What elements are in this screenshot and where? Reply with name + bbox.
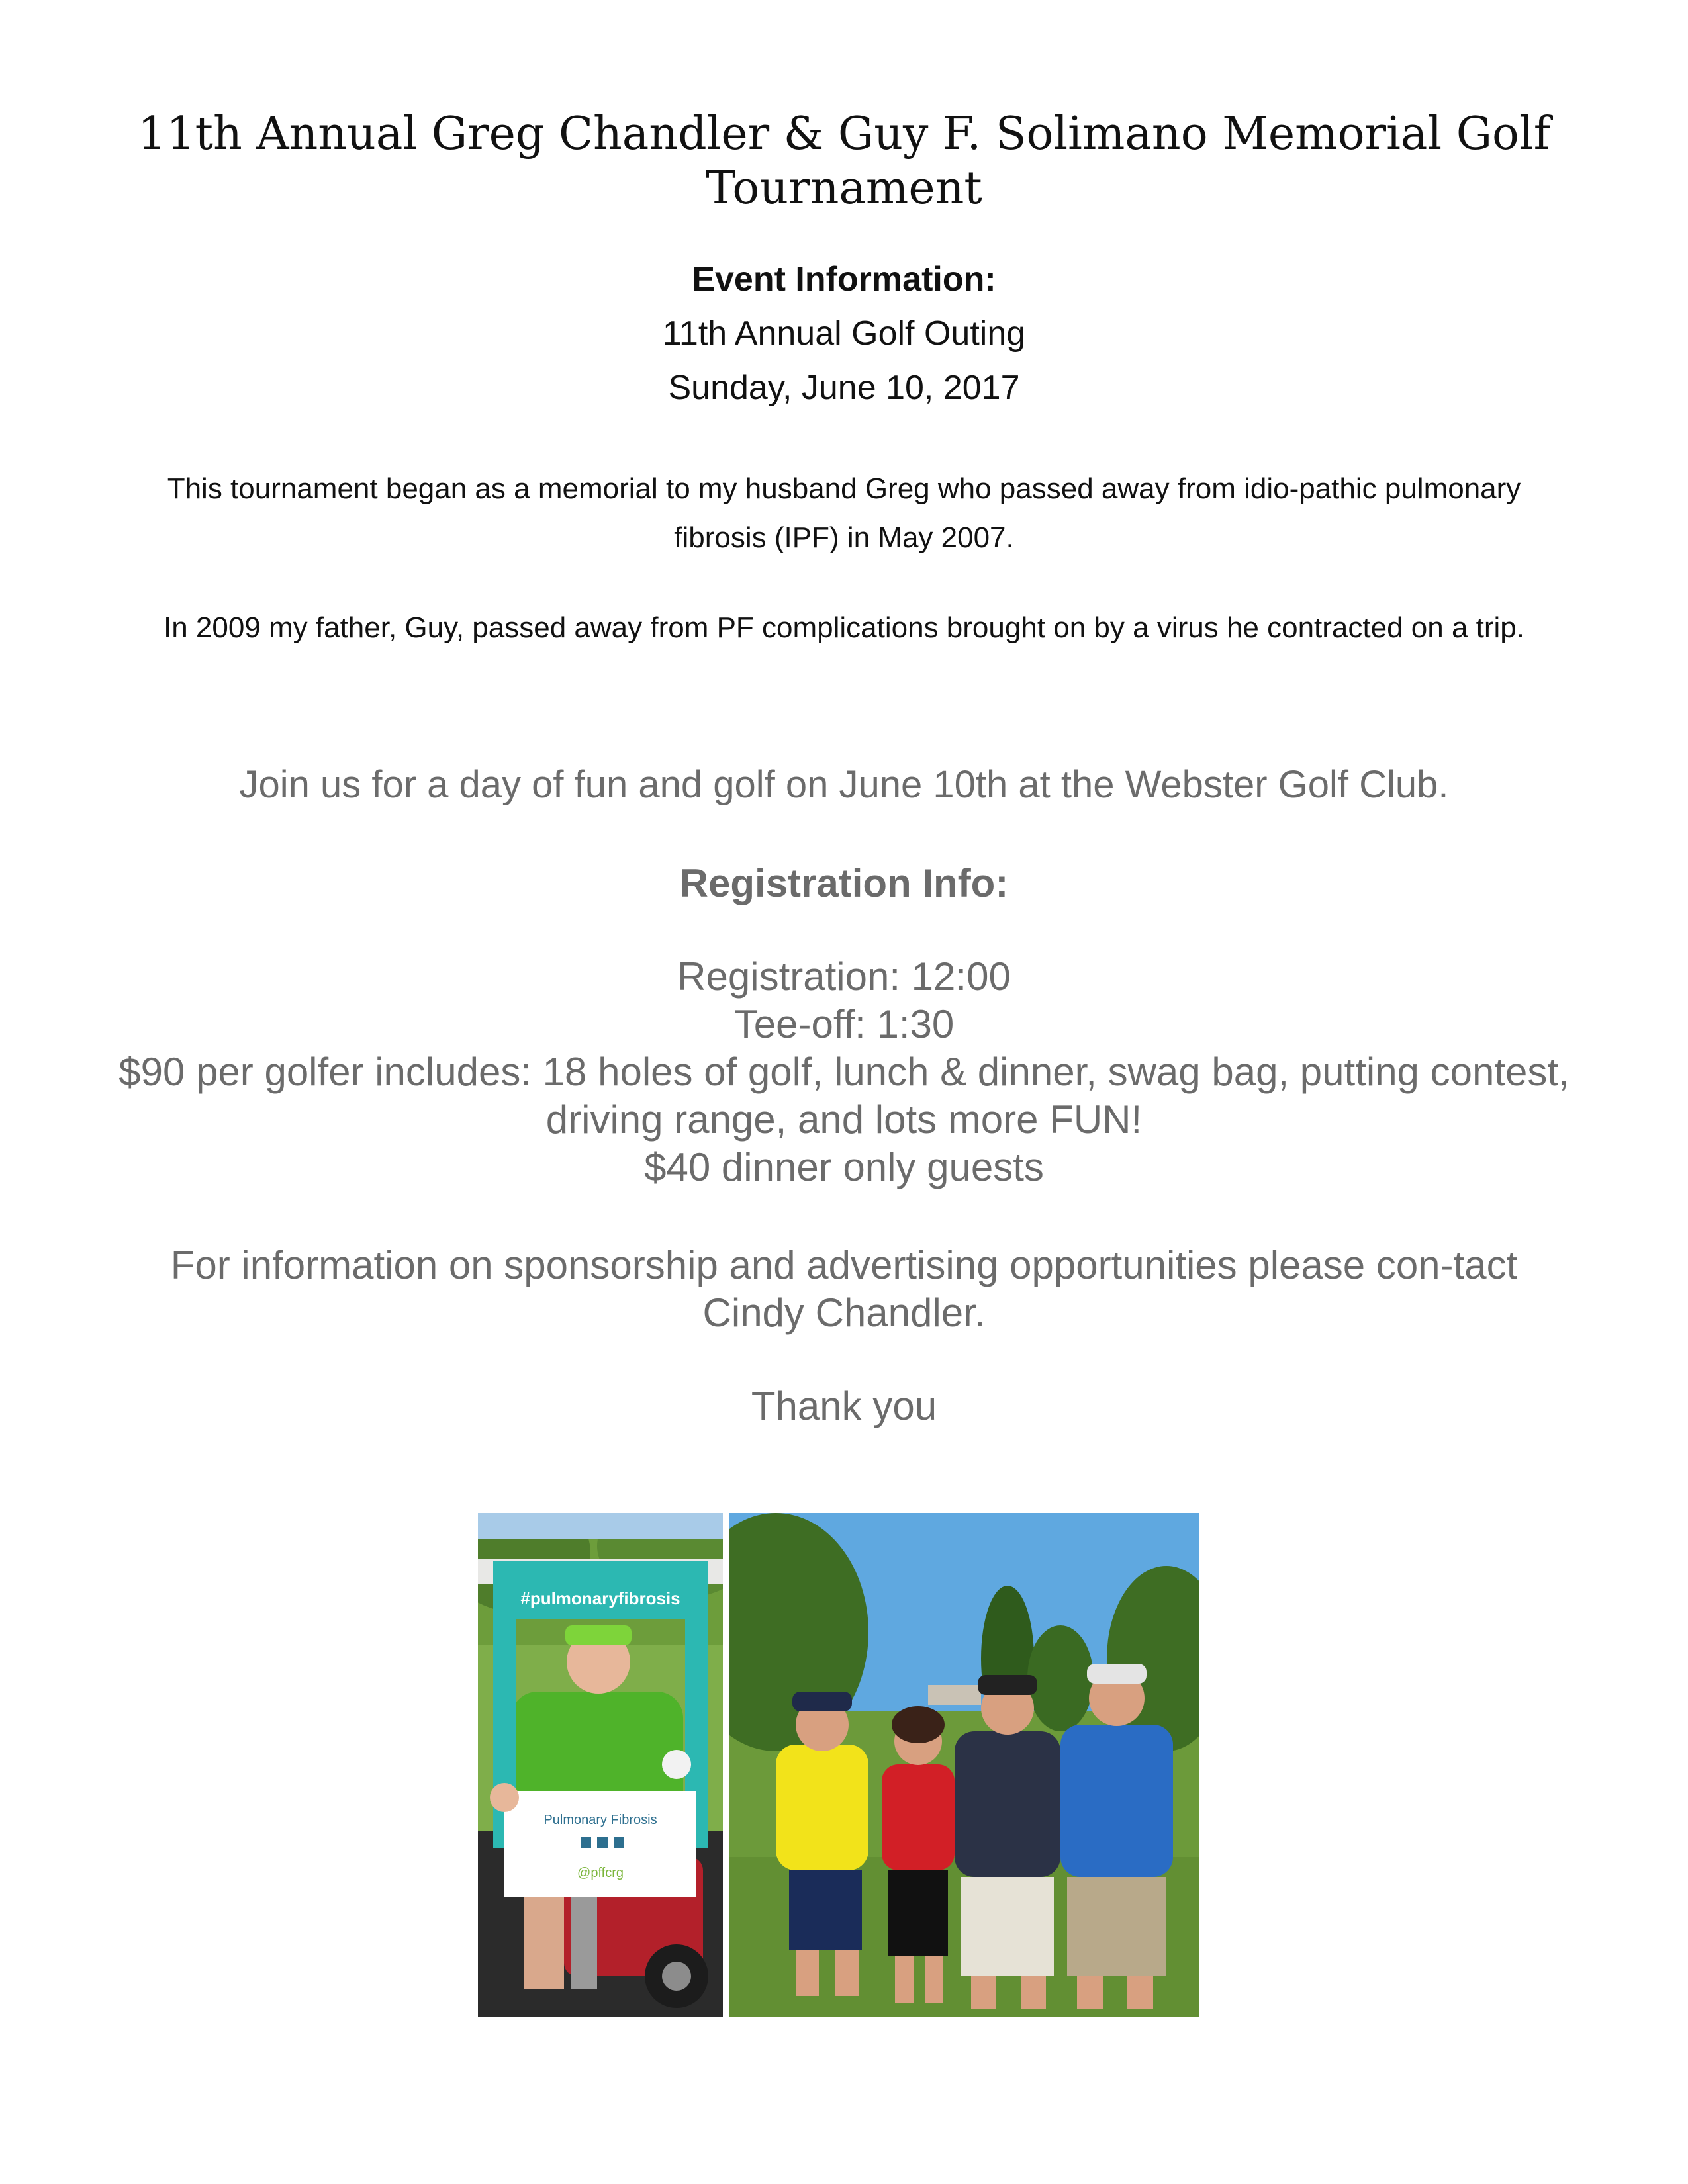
memorial-paragraph-1: This tournament began as a memorial to my husband Greg who passed away from idio-pathic pulmonary fibrosis (IPF) in May 2007. bbox=[167, 473, 1521, 554]
golfer-with-sign-photo bbox=[478, 1513, 723, 2017]
registration-time: Registration: 12:00 bbox=[677, 954, 1011, 999]
page-title: 11th Annual Greg Chandler & Guy F. Solimano Memorial Golf Tournament bbox=[138, 108, 1550, 214]
sponsorship-text: For information on sponsorship and advertising opportunities please con-tact Cindy Chandler. bbox=[170, 1243, 1518, 1335]
memorial-paragraph-2: In 2009 my father, Guy, passed away from PF complications brought on by a virus he contracted on a trip. bbox=[163, 612, 1524, 644]
registration-heading: Registration Info: bbox=[679, 861, 1009, 905]
sign-hashtag: #pulmonaryfibrosis bbox=[520, 1588, 680, 1608]
join-text: Join us for a day of fun and golf on June 10th at the Webster Golf Club. bbox=[239, 763, 1449, 806]
event-info-heading: Event Information: bbox=[692, 260, 996, 298]
group-on-course-photo bbox=[729, 1513, 1199, 2017]
sign-org: Pulmonary Fibrosis bbox=[543, 1813, 657, 1827]
registration-details bbox=[99, 953, 1589, 1191]
dinner-only-price: $40 dinner only guests bbox=[644, 1145, 1044, 1189]
event-name: 11th Annual Golf Outing bbox=[662, 314, 1026, 353]
sign-handle: @pffcrg bbox=[577, 1866, 624, 1880]
event-date: Sunday, June 10, 2017 bbox=[668, 369, 1020, 407]
tee-off-time: Tee-off: 1:30 bbox=[733, 1002, 955, 1046]
thank-you-text: Thank you bbox=[751, 1384, 937, 1428]
price-details: $90 per golfer includes: 18 holes of golf, lunch & dinner, swag bag, putting contest, driving range, and lots more FUN! bbox=[118, 1050, 1570, 1142]
